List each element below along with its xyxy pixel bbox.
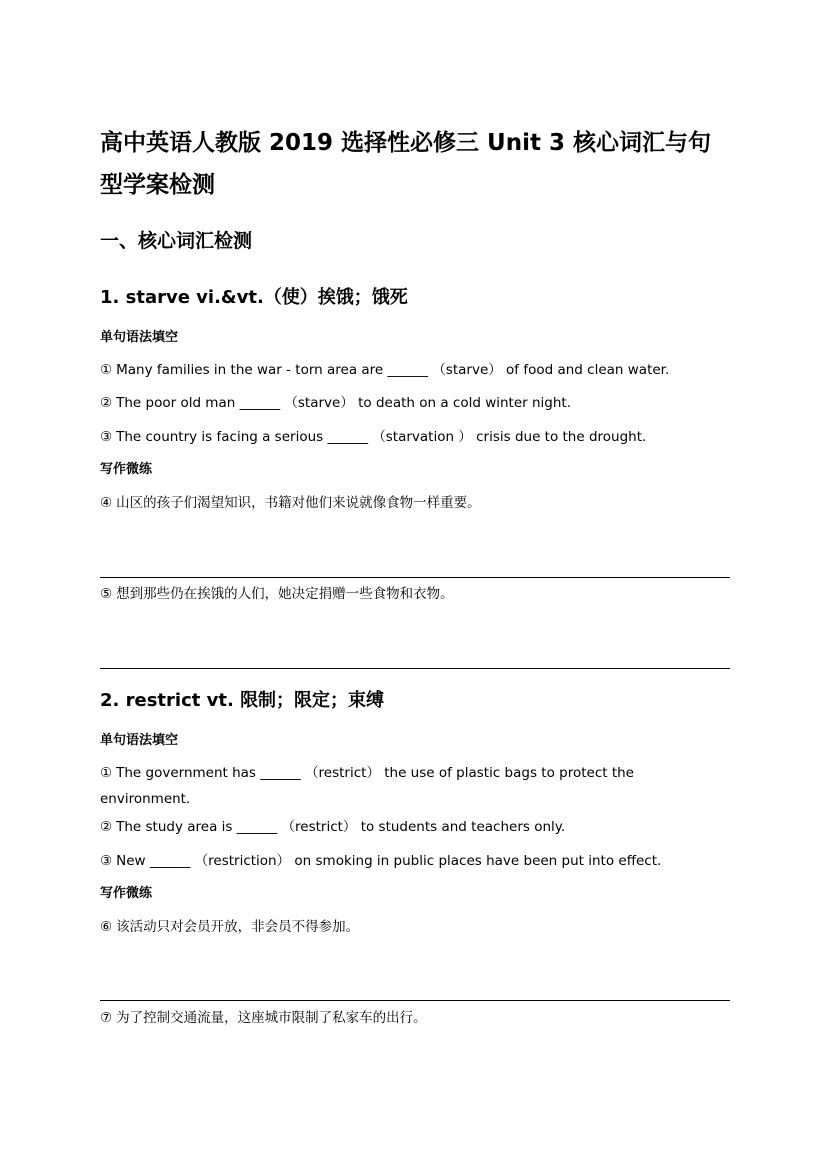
item-text: The country is facing a serious ______ （starvation ） crisis due to the drought. bbox=[116, 429, 647, 445]
item-number: ② bbox=[100, 819, 113, 835]
item-text: The government has ______ （restrict） the use of plastic bags to protect the environment. bbox=[100, 765, 634, 807]
answer-line[interactable] bbox=[100, 668, 730, 669]
item-text: 为了控制交通流量，这座城市限制了私家车的出行。 bbox=[116, 1010, 427, 1026]
item-number: ③ bbox=[100, 853, 113, 869]
writing-item bbox=[100, 1005, 700, 1031]
item-number: ① bbox=[100, 765, 113, 781]
item-text: New ______ （restriction） on smoking in public places have been put into effect. bbox=[116, 853, 662, 869]
grammar-fill-label: 单句语法填空 bbox=[100, 330, 179, 345]
item-text: The study area is ______ （restrict） to students and teachers only. bbox=[116, 819, 566, 835]
answer-line[interactable] bbox=[100, 1000, 730, 1001]
grammar-item bbox=[100, 390, 700, 416]
writing-item bbox=[100, 914, 700, 940]
grammar-item bbox=[100, 357, 700, 383]
grammar-item bbox=[100, 424, 700, 450]
item-number: ② bbox=[100, 395, 113, 411]
item-number: ③ bbox=[100, 429, 113, 445]
writing-item bbox=[100, 581, 700, 607]
grammar-fill-label: 单句语法填空 bbox=[100, 733, 179, 748]
document-title: 高中英语人教版 2019 选择性必修三 Unit 3 核心词汇与句型学案检测 bbox=[100, 130, 711, 198]
grammar-item bbox=[100, 814, 700, 840]
writing-practice-label: 写作微练 bbox=[100, 886, 153, 901]
section-heading: 一、核心词汇检测 bbox=[100, 230, 253, 252]
answer-line[interactable] bbox=[100, 577, 730, 578]
writing-item bbox=[100, 490, 700, 516]
item-text: Many families in the war - torn area are ______ （starve） of food and clean water. bbox=[116, 362, 670, 378]
item-number: ⑦ bbox=[100, 1010, 113, 1026]
item-text: 该活动只对会员开放，非会员不得参加。 bbox=[116, 919, 360, 935]
word-heading-starve: 1. starve vi.&vt.（使）挨饿；饿死 bbox=[100, 287, 408, 308]
item-text: 想到那些仍在挨饿的人们，她决定捐赠一些食物和衣物。 bbox=[116, 586, 454, 602]
item-number: ④ bbox=[100, 495, 113, 511]
writing-practice-label: 写作微练 bbox=[100, 462, 153, 477]
grammar-item bbox=[100, 760, 700, 812]
item-number: ⑤ bbox=[100, 586, 113, 602]
grammar-item bbox=[100, 848, 700, 874]
item-text: The poor old man ______ （starve） to death on a cold winter night. bbox=[116, 395, 572, 411]
item-text: 山区的孩子们渴望知识，书籍对他们来说就像食物一样重要。 bbox=[116, 495, 481, 511]
item-number: ⑥ bbox=[100, 919, 113, 935]
word-heading-restrict: 2. restrict vt. 限制；限定；束缚 bbox=[100, 690, 385, 711]
item-number: ① bbox=[100, 362, 113, 378]
